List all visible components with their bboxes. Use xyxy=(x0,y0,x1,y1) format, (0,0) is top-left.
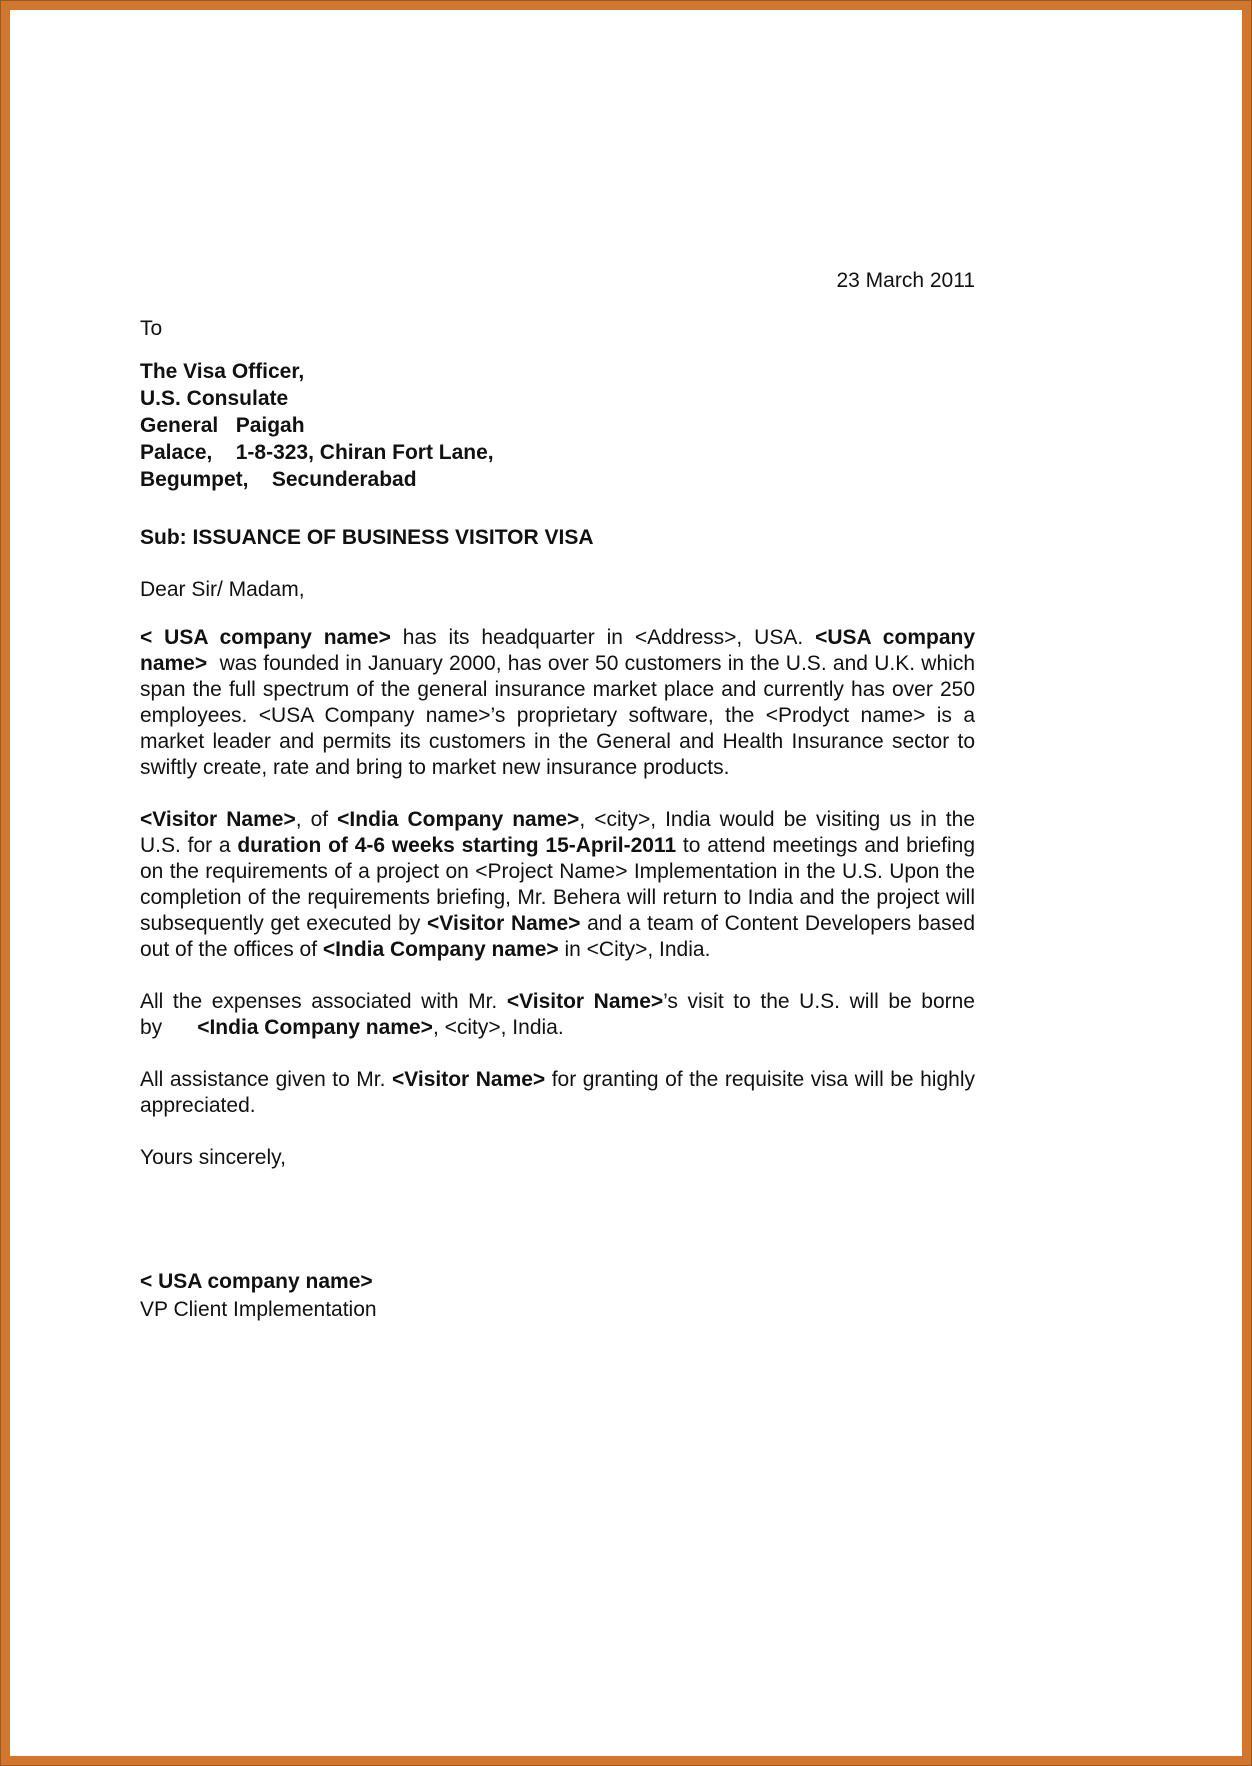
paragraph-assistance: All assistance given to Mr. <Visitor Name> for granting of the requisite visa will be highly appreciated. xyxy=(140,1068,975,1117)
address-line-3: General Paigah xyxy=(140,414,305,437)
letter-date: 23 March 2011 xyxy=(836,269,975,292)
subject-line: Sub: ISSUANCE OF BUSINESS VISITOR VISA xyxy=(140,526,594,549)
address-line-1: The Visa Officer, xyxy=(140,360,305,383)
paragraph-expenses: All the expenses associated with Mr. <Visitor Name>’s visit to the U.S. will be borne by <India Company name>, <city>, India. xyxy=(140,990,975,1039)
recipient-address xyxy=(140,358,975,493)
paragraph-visit-details: <Visitor Name>, of <India Company name>, <city>, India would be visiting us in the U.S. for a duration of 4-6 weeks starting 15-April-2011 to attend meetings and briefing on the requirements of a project on <Project Name> Implementation in the U.S. Upon the completion of the requirements briefing, Mr. Behera will return to India and the project will subsequently get executed by <Visitor Name> and a team of Content Developers based out of the offices of <India Company name> in <City>, India. xyxy=(140,808,976,961)
address-line-2: U.S. Consulate xyxy=(140,387,289,410)
greeting: Dear Sir/ Madam, xyxy=(140,578,305,601)
signature-title: VP Client Implementation xyxy=(140,1298,377,1321)
paragraph-company-intro: < USA company name> has its headquarter in <Address>, USA. <USA company name> was founded in January 2000, has over 50 customers in the U.S. and U.K. which span the full spectrum of the general insurance market place and currently has over 250 employees. <USA Company name>’s proprietary software, the <Prodyct name> is a market leader and permits its customers in the General and Health Insurance sector to swiftly create, rate and bring to market new insurance products. xyxy=(140,626,975,779)
letter-content xyxy=(10,10,1242,1323)
address-line-5: Begumpet, Secunderabad xyxy=(140,468,417,491)
to-label: To xyxy=(140,317,163,340)
signature-company-name: < USA company name> xyxy=(140,1270,373,1293)
address-line-4: Palace, 1-8-323, Chiran Fort Lane, xyxy=(140,441,494,464)
closing: Yours sincerely, xyxy=(140,1146,286,1169)
